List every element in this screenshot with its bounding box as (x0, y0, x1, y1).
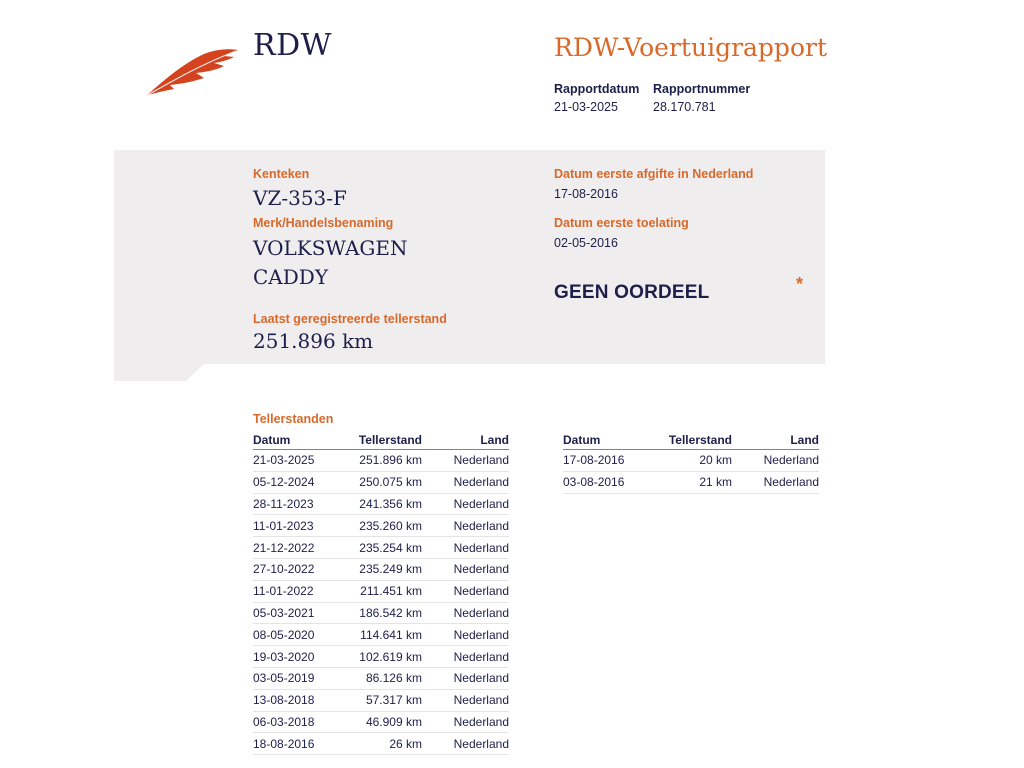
column-header-datum: Datum (563, 433, 601, 447)
cell-tellerstand: 114.641 km (360, 627, 422, 642)
table-row (563, 472, 819, 494)
tellerstanden-title: Tellerstanden (253, 412, 334, 426)
table-row (253, 494, 509, 516)
toelating-label: Datum eerste toelating (554, 216, 689, 230)
cell-tellerstand: 235.260 km (359, 518, 422, 533)
cell-tellerstand: 46.909 km (365, 714, 422, 729)
cell-land: Nederland (453, 496, 509, 511)
table-row (253, 581, 509, 603)
cell-land: Nederland (453, 714, 509, 729)
cell-datum: 03-08-2016 (563, 475, 625, 490)
table-row (253, 624, 509, 646)
column-header-land: Land (790, 433, 819, 447)
cell-land: Nederland (763, 453, 819, 468)
cell-tellerstand: 57.317 km (365, 693, 422, 708)
table-row (253, 450, 509, 472)
table-row (253, 472, 509, 494)
cell-tellerstand: 251.896 km (359, 453, 422, 468)
table-row (253, 646, 509, 668)
table-row (253, 668, 509, 690)
cell-land: Nederland (453, 605, 509, 620)
table-row (253, 712, 509, 734)
afgifte-label: Datum eerste afgifte in Nederland (554, 167, 754, 181)
cell-datum: 11-01-2023 (253, 518, 314, 533)
handelsbenaming-value: CADDY (253, 265, 329, 289)
rdw-feather-logo-icon (144, 46, 240, 98)
report-date-label: Rapportdatum (554, 82, 640, 96)
cell-datum: 11-01-2022 (253, 584, 314, 599)
column-header-datum: Datum (253, 433, 291, 447)
cell-tellerstand: 235.254 km (359, 540, 422, 555)
cell-tellerstand: 211.451 km (360, 584, 422, 599)
table-body (563, 450, 819, 494)
kenteken-value: VZ-353-F (253, 186, 347, 210)
table-row (253, 690, 509, 712)
cell-datum: 13-08-2018 (253, 693, 315, 708)
cell-tellerstand: 21 km (699, 475, 732, 490)
cell-land: Nederland (453, 627, 509, 642)
report-date: 21-03-2025 (554, 100, 618, 114)
toelating-value: 02-05-2016 (554, 236, 618, 250)
kenteken-label: Kenteken (253, 167, 310, 181)
tellerstand-label: Laatst geregistreerde tellerstand (253, 312, 447, 326)
cell-tellerstand: 250.075 km (359, 475, 422, 490)
tellerstanden-table-left (253, 430, 509, 755)
report-number: 28.170.781 (653, 100, 716, 114)
cell-land: Nederland (453, 453, 509, 468)
cell-tellerstand: 86.126 km (365, 671, 422, 686)
cell-datum: 21-12-2022 (253, 540, 315, 555)
brand-name: RDW (253, 28, 332, 63)
merk-value: VOLKSWAGEN (253, 236, 408, 260)
cell-datum: 06-03-2018 (253, 714, 315, 729)
table-row (253, 603, 509, 625)
cell-land: Nederland (453, 736, 509, 751)
table-row (253, 733, 509, 755)
table-header (253, 430, 509, 450)
column-header-tellerstand: Tellerstand (358, 433, 422, 447)
table-row (253, 537, 509, 559)
cell-datum: 03-05-2019 (253, 671, 315, 686)
report-title: RDW-Voertuigrapport (554, 33, 827, 62)
cell-datum: 08-05-2020 (253, 627, 315, 642)
cell-land: Nederland (453, 649, 509, 664)
tellerstand-value: 251.896 km (253, 329, 374, 353)
verdict-text: GEEN OORDEEL (554, 282, 710, 303)
report-number-label: Rapportnummer (653, 82, 751, 96)
column-header-land: Land (480, 433, 509, 447)
summary-panel (114, 150, 825, 364)
cell-land: Nederland (453, 518, 509, 533)
summary-panel-tab (114, 364, 204, 381)
cell-tellerstand: 241.356 km (359, 496, 422, 511)
table-body (253, 450, 509, 755)
tellerstanden-table-right (563, 430, 819, 494)
cell-land: Nederland (453, 584, 509, 599)
cell-land: Nederland (763, 475, 819, 490)
merk-label: Merk/Handelsbenaming (253, 216, 394, 230)
table-row (563, 450, 819, 472)
cell-land: Nederland (453, 475, 509, 490)
cell-datum: 21-03-2025 (253, 453, 315, 468)
cell-land: Nederland (453, 693, 509, 708)
cell-land: Nederland (453, 540, 509, 555)
cell-datum: 18-08-2016 (253, 736, 315, 751)
cell-datum: 27-10-2022 (253, 562, 315, 577)
cell-datum: 17-08-2016 (563, 453, 625, 468)
cell-datum: 05-12-2024 (253, 475, 315, 490)
cell-tellerstand: 102.619 km (359, 649, 422, 664)
table-row (253, 559, 509, 581)
table-header (563, 430, 819, 450)
cell-land: Nederland (453, 671, 509, 686)
cell-tellerstand: 186.542 km (359, 605, 422, 620)
cell-tellerstand: 20 km (699, 453, 732, 468)
cell-datum: 05-03-2021 (253, 605, 315, 620)
cell-datum: 19-03-2020 (253, 649, 315, 664)
cell-tellerstand: 235.249 km (359, 562, 422, 577)
column-header-tellerstand: Tellerstand (668, 433, 732, 447)
verdict-asterisk: * (796, 274, 804, 294)
table-row (253, 515, 509, 537)
cell-tellerstand: 26 km (389, 736, 422, 751)
cell-datum: 28-11-2023 (253, 496, 314, 511)
afgifte-value: 17-08-2016 (554, 187, 618, 201)
cell-land: Nederland (453, 562, 509, 577)
